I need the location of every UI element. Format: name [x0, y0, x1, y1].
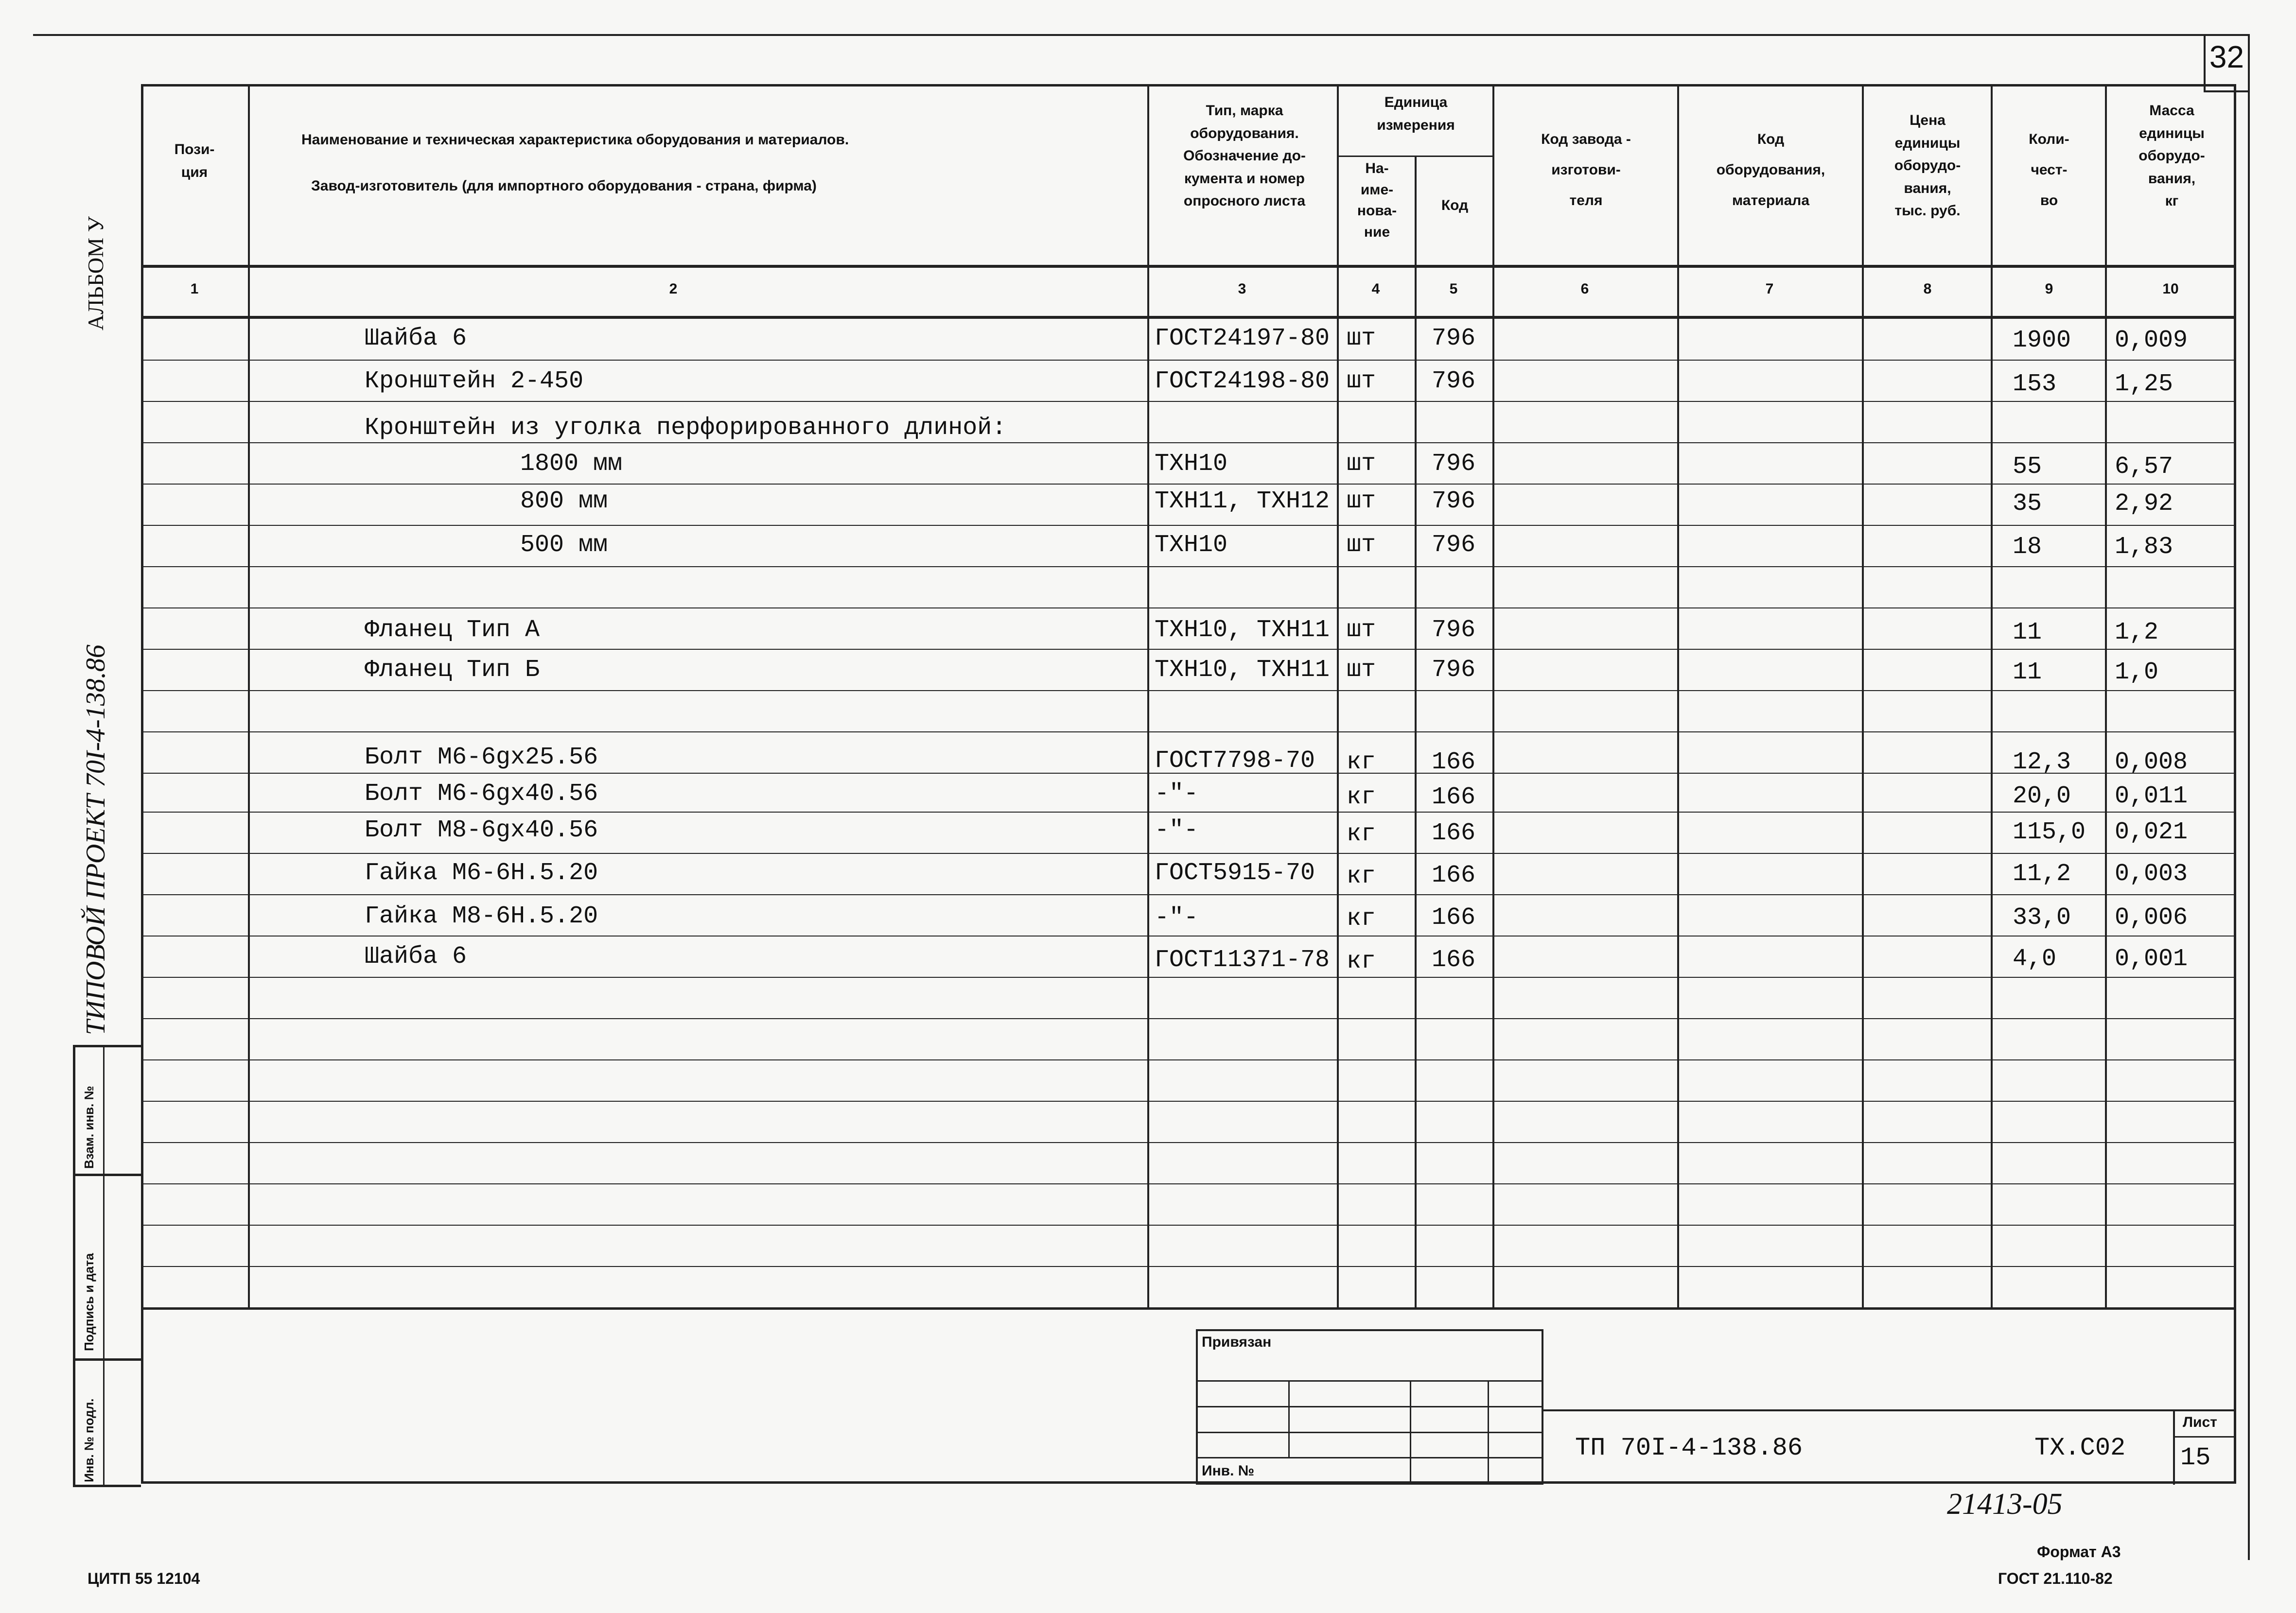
item-unit-code: 166 — [1432, 862, 1476, 889]
item-qty: 153 — [2013, 370, 2057, 398]
item-mass: 1,0 — [2115, 659, 2159, 686]
item-qty: 33,0 — [2013, 904, 2071, 932]
item-mass: 2,92 — [2115, 490, 2173, 518]
item-type: ТХН10 — [1155, 450, 1228, 478]
col-line — [1492, 84, 1494, 1309]
item-qty: 11 — [2013, 659, 2042, 686]
item-mass: 0,011 — [2115, 782, 2188, 810]
col-line — [1862, 84, 1864, 1309]
row-separator — [141, 731, 2236, 732]
item-mass: 1,25 — [2115, 370, 2173, 398]
item-unit: кг — [1347, 748, 1376, 776]
header-name-line1: Наименование и техническая характеристика оборудования и материалов. — [301, 132, 849, 148]
header-bottom-line — [141, 265, 2236, 268]
item-type: ГОСТ24197-80 — [1155, 325, 1330, 352]
item-unit: шт — [1347, 367, 1376, 395]
item-unit-code: 166 — [1432, 819, 1476, 847]
item-qty: 20,0 — [2013, 782, 2071, 810]
header-unit-code: Код — [1441, 197, 1469, 213]
row-separator — [141, 1225, 2236, 1226]
column-number: 9 — [2045, 281, 2053, 297]
item-type: -"- — [1155, 816, 1199, 844]
item-name: Гайка М6-6Н.5.20 — [365, 859, 598, 887]
row-separator — [141, 1101, 2236, 1102]
item-unit-code: 796 — [1432, 656, 1476, 684]
item-unit: шт — [1347, 450, 1376, 478]
row-separator — [141, 525, 2236, 526]
side-field-replace: Взам. инв. № — [82, 1086, 96, 1169]
document-code: ТП 70I-4-138.86 — [1575, 1434, 1803, 1462]
item-type: -"- — [1155, 904, 1199, 932]
column-number: 2 — [669, 281, 678, 297]
row-separator — [141, 401, 2236, 402]
stamp-line — [1196, 1432, 1543, 1433]
item-mass: 0,008 — [2115, 748, 2188, 776]
item-qty: 4,0 — [2013, 945, 2057, 973]
header-unit-name: На- име- нова- ние — [1357, 160, 1397, 240]
row-separator — [141, 1059, 2236, 1060]
item-name: Болт М8-6gx40.56 — [365, 816, 598, 844]
header-position: Пози- ция — [174, 141, 215, 180]
item-type: ТХН10 — [1155, 531, 1228, 559]
row-separator — [141, 484, 2236, 485]
sheet-label: Лист — [2183, 1414, 2217, 1430]
header-factory-code: Код завода - изготови- теля — [1541, 131, 1631, 208]
bound-label: Привязан — [1202, 1334, 1272, 1350]
item-mass: 0,006 — [2115, 904, 2188, 932]
handwritten-number: 21413-05 — [1947, 1488, 2063, 1521]
stamp-vline — [1488, 1380, 1489, 1485]
row-separator — [141, 649, 2236, 650]
item-name: Кронштейн из уголка перфорированного длиной: — [365, 414, 1007, 442]
item-unit-code: 796 — [1432, 367, 1476, 395]
side-field-inv: Инв. № подл. — [82, 1398, 96, 1482]
item-name: 1800 мм — [520, 450, 623, 478]
col-line — [248, 84, 250, 1309]
item-name: 500 мм — [520, 531, 608, 559]
header-unit-group: Единица измерения — [1377, 94, 1455, 133]
item-unit: шт — [1347, 325, 1376, 352]
header-mass: Масса единицы оборудо- вания, кг — [2138, 103, 2205, 209]
item-qty: 1900 — [2013, 327, 2071, 354]
stamp-line — [1196, 1457, 1543, 1458]
header-quantity: Коли- чест- во — [2029, 131, 2069, 208]
item-qty: 11,2 — [2013, 860, 2071, 888]
item-unit: кг — [1347, 820, 1376, 848]
row-separator — [141, 894, 2236, 895]
sheet-number: 32 — [2209, 39, 2244, 74]
col-line — [2105, 84, 2107, 1309]
colnum-bottom-line — [141, 316, 2236, 319]
item-qty: 18 — [2013, 533, 2042, 561]
item-mass: 0,021 — [2115, 818, 2188, 846]
item-unit: шт — [1347, 616, 1376, 644]
item-qty: 11 — [2013, 619, 2042, 646]
inv-label: Инв. № — [1202, 1463, 1255, 1479]
title-block-line — [2173, 1436, 2236, 1438]
column-number: 4 — [1371, 281, 1380, 297]
item-unit-code: 796 — [1432, 450, 1476, 478]
col-line — [1147, 84, 1149, 1309]
item-unit-code: 166 — [1432, 904, 1476, 932]
item-unit-code: 166 — [1432, 946, 1476, 974]
stamp-vline — [1410, 1380, 1411, 1485]
item-name: Шайба 6 — [365, 325, 467, 352]
item-qty: 115,0 — [2013, 818, 2086, 846]
item-unit: кг — [1347, 783, 1376, 811]
column-number: 6 — [1580, 281, 1589, 297]
row-separator — [141, 607, 2236, 608]
row-separator — [141, 812, 2236, 813]
item-mass: 6,57 — [2115, 453, 2173, 481]
item-unit: кг — [1347, 863, 1376, 890]
row-separator — [141, 936, 2236, 937]
unit-group-line — [1337, 156, 1492, 157]
item-name: 800 мм — [520, 487, 608, 515]
item-unit: шт — [1347, 531, 1376, 559]
stamp-vline — [1288, 1380, 1290, 1457]
item-unit-code: 796 — [1432, 325, 1476, 352]
item-unit: шт — [1347, 487, 1376, 515]
row-separator — [141, 360, 2236, 361]
item-unit-code: 796 — [1432, 487, 1476, 515]
document-mark: ТХ.С02 — [2034, 1434, 2126, 1462]
col-line — [1991, 84, 1993, 1309]
item-type: -"- — [1155, 780, 1199, 808]
title-block-vline — [2173, 1409, 2175, 1485]
item-type: ТХН10, ТХН11 — [1155, 616, 1330, 644]
gost-label: ГОСТ 21.110-82 — [1998, 1570, 2113, 1587]
sheet-value: 15 — [2180, 1443, 2211, 1472]
stamp-line — [1196, 1406, 1543, 1407]
item-type: ГОСТ24198-80 — [1155, 367, 1330, 395]
item-type: ТХН10, ТХН11 — [1155, 656, 1330, 684]
item-name: Гайка М8-6Н.5.20 — [365, 902, 598, 930]
column-number: 3 — [1238, 281, 1246, 297]
side-divider — [73, 1358, 141, 1361]
item-type: ТХН11, ТХН12 — [1155, 487, 1330, 515]
item-name: Болт М6-6gx25.56 — [365, 744, 598, 771]
item-unit-code: 166 — [1432, 783, 1476, 811]
column-number: 1 — [190, 281, 199, 297]
album-label: АЛЬБОМ У — [83, 216, 108, 330]
header-type: Тип, марка оборудования. Обозначение до- кумента и номер опросного листа — [1183, 103, 1306, 209]
column-number: 10 — [2162, 281, 2179, 297]
row-separator — [141, 690, 2236, 691]
item-qty: 55 — [2013, 453, 2042, 481]
row-separator — [141, 977, 2236, 978]
side-inner-line — [103, 1045, 105, 1487]
item-name: Шайба 6 — [365, 943, 467, 971]
item-type: ГОСТ11371-78 — [1155, 946, 1330, 974]
item-type: ГОСТ7798-70 — [1155, 747, 1315, 775]
row-separator — [141, 1018, 2236, 1019]
header-name-line2: Завод-изготовитель (для импортного оборудования - страна, фирма) — [311, 178, 817, 194]
footer-left-code: ЦИТП 55 12104 — [88, 1570, 200, 1587]
item-unit-code: 796 — [1432, 531, 1476, 559]
format-label: Формат А3 — [2037, 1543, 2121, 1561]
item-unit-code: 796 — [1432, 616, 1476, 644]
row-separator — [141, 1266, 2236, 1267]
item-name: Болт М6-6gx40.56 — [365, 780, 598, 808]
item-mass: 1,83 — [2115, 533, 2173, 561]
column-number: 7 — [1765, 281, 1774, 297]
row-separator — [141, 566, 2236, 567]
item-qty: 35 — [2013, 490, 2042, 518]
item-qty: 12,3 — [2013, 748, 2071, 776]
item-mass: 0,009 — [2115, 327, 2188, 354]
item-mass: 1,2 — [2115, 619, 2159, 646]
row-separator — [141, 1142, 2236, 1143]
item-unit: шт — [1347, 656, 1376, 684]
row-separator — [141, 1183, 2236, 1184]
item-name: Фланец Тип А — [365, 616, 540, 644]
col-line — [1337, 84, 1339, 1309]
row-separator — [141, 442, 2236, 443]
header-price: Цена единицы оборудо- вания, тыс. руб. — [1894, 112, 1961, 219]
column-number: 8 — [1923, 281, 1932, 297]
col-line — [1677, 84, 1679, 1309]
item-mass: 0,001 — [2115, 945, 2188, 973]
item-name: Фланец Тип Б — [365, 656, 540, 684]
side-field-signature: Подпись и дата — [82, 1253, 96, 1351]
row-separator — [141, 853, 2236, 854]
item-name: Кронштейн 2-450 — [365, 367, 584, 395]
item-unit: кг — [1347, 905, 1376, 933]
header-equipment-code: Код оборудования, материала — [1716, 131, 1825, 208]
side-divider — [73, 1174, 141, 1176]
table-bottom-line — [141, 1307, 2236, 1310]
column-number: 5 — [1449, 281, 1458, 297]
item-type: ГОСТ5915-70 — [1155, 859, 1315, 887]
stamp-line — [1196, 1380, 1543, 1382]
project-label: ТИПОВОЙ ПРОЕКТ 70I-4-138.86 — [81, 644, 111, 1035]
item-unit-code: 166 — [1432, 748, 1476, 776]
title-block-line — [1543, 1409, 2236, 1411]
item-mass: 0,003 — [2115, 860, 2188, 888]
item-unit: кг — [1347, 948, 1376, 975]
